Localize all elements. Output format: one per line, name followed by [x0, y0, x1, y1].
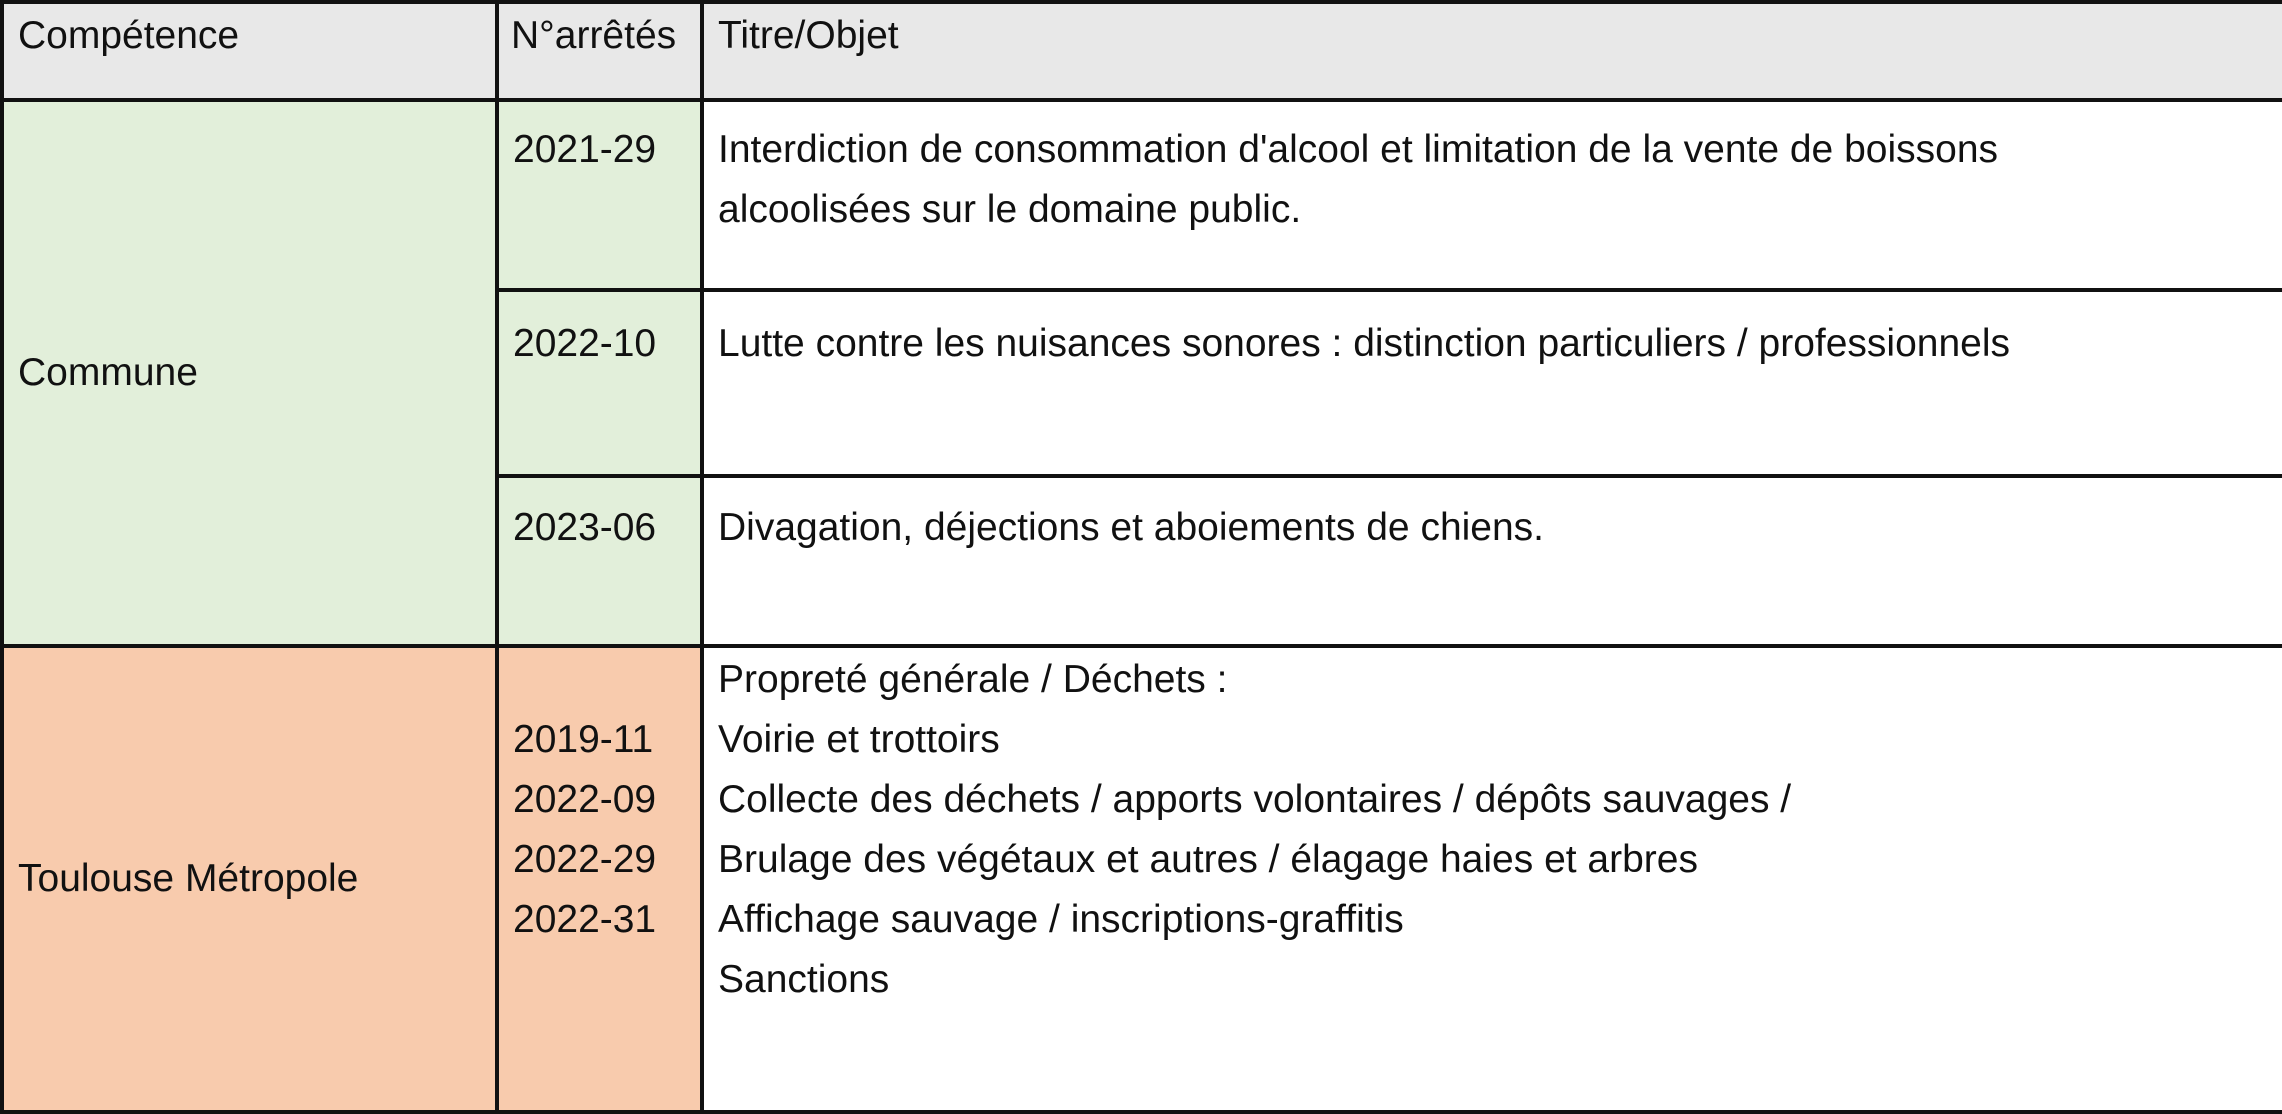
- header-competence: Compétence: [2, 2, 497, 100]
- header-numero: N°arrêtés: [497, 2, 702, 100]
- arrete-title-line: Voirie et trottoirs: [718, 718, 1000, 761]
- header-row: [2, 2, 2282, 100]
- arrete-title: [702, 100, 2282, 290]
- arrete-title-line: Collecte des déchets / apports volontaires / dépôts sauvages /: [718, 778, 1792, 821]
- arrete-number: 2023-06: [497, 476, 702, 646]
- arrete-title: Lutte contre les nuisances sonores : distinction particuliers / professionnels: [702, 290, 2282, 476]
- competence-metropole: Toulouse Métropole: [2, 646, 497, 1112]
- arrete-title-line: Propreté générale / Déchets :: [718, 658, 1228, 701]
- arrete-number: 2022-29: [513, 838, 657, 881]
- arrete-number: 2022-09: [513, 778, 657, 821]
- arrete-number: 2022-10: [497, 290, 702, 476]
- arrete-title-line: Brulage des végétaux et autres / élagage haies et arbres: [718, 838, 1698, 881]
- arrete-number: 2021-29: [497, 100, 702, 290]
- arrete-number-list: [497, 646, 702, 1112]
- arrete-title-line: Interdiction de consommation d'alcool et limitation de la vente de boissons: [718, 128, 1999, 171]
- table-row: [2, 646, 2282, 1112]
- table-row: [2, 100, 2282, 290]
- arrete-number: 2022-31: [513, 898, 657, 941]
- header-titre: Titre/Objet: [702, 2, 2282, 100]
- arrete-title: Divagation, déjections et aboiements de chiens.: [702, 476, 2282, 646]
- arrete-title-list: [702, 646, 2282, 1112]
- competence-commune: Commune: [2, 100, 497, 646]
- arrete-number: 2019-11: [513, 718, 654, 761]
- arrete-title-line: Affichage sauvage / inscriptions-graffitis: [718, 898, 1404, 941]
- arrete-title-line: alcoolisées sur le domaine public.: [718, 188, 1302, 231]
- arrete-title-line: Sanctions: [718, 958, 890, 1001]
